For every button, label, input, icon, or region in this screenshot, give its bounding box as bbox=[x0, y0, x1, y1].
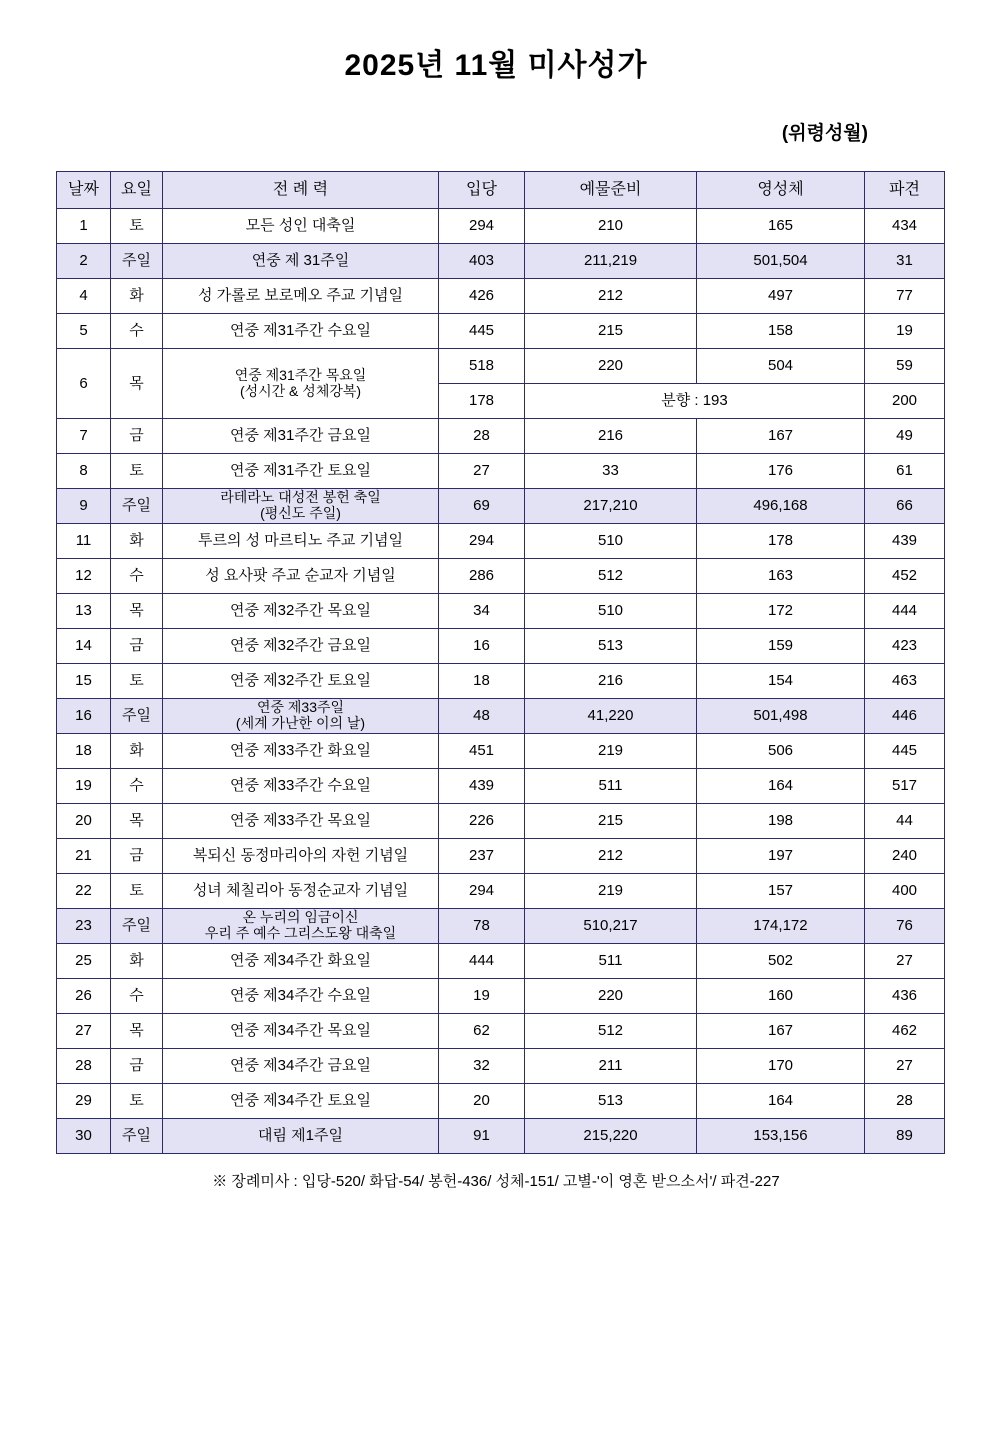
cell-date: 22 bbox=[57, 874, 111, 909]
cell-entrance: 444 bbox=[439, 944, 525, 979]
table-row bbox=[57, 489, 945, 524]
cell-liturgy: 연중 제31주간 금요일 bbox=[163, 419, 439, 454]
cell-communion: 167 bbox=[697, 1014, 865, 1049]
cell-weekday: 금 bbox=[111, 419, 163, 454]
cell-offertory: 212 bbox=[525, 839, 697, 874]
cell-liturgy: 연중 제33주간 목요일 bbox=[163, 804, 439, 839]
cell-communion: 506 bbox=[697, 734, 865, 769]
cell-dismissal: 76 bbox=[865, 909, 945, 944]
table-row bbox=[57, 874, 945, 909]
cell-communion: 497 bbox=[697, 279, 865, 314]
cell-weekday: 화 bbox=[111, 524, 163, 559]
cell-dismissal: 27 bbox=[865, 944, 945, 979]
table-row bbox=[57, 699, 945, 734]
cell-weekday: 금 bbox=[111, 1049, 163, 1084]
column-header-offertory: 예물준비 bbox=[525, 172, 697, 209]
page-subtitle: (위령성월) bbox=[781, 123, 868, 144]
cell-dismissal: 61 bbox=[865, 454, 945, 489]
cell-communion: 159 bbox=[697, 629, 865, 664]
cell-communion: 163 bbox=[697, 559, 865, 594]
cell-date: 20 bbox=[57, 804, 111, 839]
cell-dismissal: 28 bbox=[865, 1084, 945, 1119]
cell-dismissal: 446 bbox=[865, 699, 945, 734]
cell-date: 1 bbox=[57, 209, 111, 244]
cell-dismissal: 462 bbox=[865, 1014, 945, 1049]
mass-hymn-schedule-table bbox=[56, 171, 945, 1154]
cell-offertory: 513 bbox=[525, 629, 697, 664]
cell-liturgy-line2: 우리 주 예수 그리스도왕 대축일 bbox=[204, 925, 397, 941]
cell-date: 21 bbox=[57, 839, 111, 874]
schedule-table-wrapper bbox=[0, 171, 992, 1154]
cell-weekday: 수 bbox=[111, 314, 163, 349]
cell-date: 7 bbox=[57, 419, 111, 454]
cell-dismissal: 44 bbox=[865, 804, 945, 839]
cell-incense-note: 분향 : 193 bbox=[525, 384, 865, 419]
cell-weekday: 목 bbox=[111, 594, 163, 629]
cell-weekday: 금 bbox=[111, 839, 163, 874]
cell-entrance: 78 bbox=[439, 909, 525, 944]
cell-communion: 170 bbox=[697, 1049, 865, 1084]
cell-weekday: 화 bbox=[111, 944, 163, 979]
cell-entrance: 294 bbox=[439, 209, 525, 244]
cell-weekday: 목 bbox=[111, 349, 163, 419]
table-row bbox=[57, 524, 945, 559]
cell-dismissal-second: 200 bbox=[865, 384, 945, 419]
cell-communion: 160 bbox=[697, 979, 865, 1014]
cell-date: 2 bbox=[57, 244, 111, 279]
cell-weekday: 토 bbox=[111, 454, 163, 489]
cell-liturgy-line1: 연중 제33주일 bbox=[256, 699, 345, 716]
cell-entrance: 16 bbox=[439, 629, 525, 664]
cell-weekday: 토 bbox=[111, 1084, 163, 1119]
cell-dismissal: 436 bbox=[865, 979, 945, 1014]
cell-liturgy bbox=[163, 699, 439, 734]
cell-communion: 165 bbox=[697, 209, 865, 244]
cell-liturgy-line1: 연중 제31주간 목요일 bbox=[234, 366, 367, 383]
cell-entrance: 286 bbox=[439, 559, 525, 594]
cell-date: 26 bbox=[57, 979, 111, 1014]
cell-dismissal: 439 bbox=[865, 524, 945, 559]
cell-date: 4 bbox=[57, 279, 111, 314]
cell-liturgy bbox=[163, 909, 439, 944]
cell-liturgy: 연중 제34주간 토요일 bbox=[163, 1084, 439, 1119]
table-row bbox=[57, 559, 945, 594]
cell-liturgy: 성녀 체칠리아 동정순교자 기념일 bbox=[163, 874, 439, 909]
cell-date: 5 bbox=[57, 314, 111, 349]
cell-entrance: 237 bbox=[439, 839, 525, 874]
cell-entrance: 91 bbox=[439, 1119, 525, 1154]
cell-dismissal: 66 bbox=[865, 489, 945, 524]
cell-date: 14 bbox=[57, 629, 111, 664]
cell-communion: 157 bbox=[697, 874, 865, 909]
cell-entrance: 34 bbox=[439, 594, 525, 629]
page-title: 2025년 11월 미사성가 bbox=[344, 49, 648, 82]
cell-date: 8 bbox=[57, 454, 111, 489]
cell-dismissal: 89 bbox=[865, 1119, 945, 1154]
cell-offertory: 512 bbox=[525, 559, 697, 594]
cell-liturgy: 연중 제34주간 화요일 bbox=[163, 944, 439, 979]
cell-date: 6 bbox=[57, 349, 111, 419]
cell-liturgy bbox=[163, 349, 439, 419]
cell-communion: 154 bbox=[697, 664, 865, 699]
cell-entrance: 20 bbox=[439, 1084, 525, 1119]
cell-dismissal: 240 bbox=[865, 839, 945, 874]
cell-weekday: 목 bbox=[111, 1014, 163, 1049]
cell-weekday: 주일 bbox=[111, 699, 163, 734]
table-row bbox=[57, 629, 945, 664]
table-row bbox=[57, 1119, 945, 1154]
cell-date: 16 bbox=[57, 699, 111, 734]
cell-liturgy-line1: 라테라노 대성전 봉헌 축일 bbox=[220, 489, 381, 506]
cell-offertory: 33 bbox=[525, 454, 697, 489]
column-header-weekday: 요일 bbox=[111, 172, 163, 209]
cell-offertory: 215 bbox=[525, 314, 697, 349]
cell-dismissal: 31 bbox=[865, 244, 945, 279]
cell-offertory: 216 bbox=[525, 419, 697, 454]
cell-offertory: 216 bbox=[525, 664, 697, 699]
cell-liturgy: 연중 제32주간 목요일 bbox=[163, 594, 439, 629]
cell-liturgy: 성 요사팟 주교 순교자 기념일 bbox=[163, 559, 439, 594]
cell-offertory: 212 bbox=[525, 279, 697, 314]
cell-date: 13 bbox=[57, 594, 111, 629]
cell-liturgy-line2: (세계 가난한 이의 날) bbox=[235, 715, 366, 731]
cell-offertory: 219 bbox=[525, 874, 697, 909]
column-header-liturgy: 전 례 력 bbox=[163, 172, 439, 209]
column-header-date: 날짜 bbox=[57, 172, 111, 209]
cell-liturgy: 연중 제 31주일 bbox=[163, 244, 439, 279]
cell-dismissal: 517 bbox=[865, 769, 945, 804]
cell-dismissal: 463 bbox=[865, 664, 945, 699]
table-row bbox=[57, 1014, 945, 1049]
cell-liturgy: 연중 제34주간 수요일 bbox=[163, 979, 439, 1014]
cell-entrance: 48 bbox=[439, 699, 525, 734]
cell-date: 11 bbox=[57, 524, 111, 559]
cell-entrance: 439 bbox=[439, 769, 525, 804]
cell-communion: 504 bbox=[697, 349, 865, 384]
cell-entrance: 451 bbox=[439, 734, 525, 769]
table-row bbox=[57, 454, 945, 489]
cell-liturgy: 연중 제31주간 수요일 bbox=[163, 314, 439, 349]
cell-liturgy: 모든 성인 대축일 bbox=[163, 209, 439, 244]
cell-weekday: 토 bbox=[111, 664, 163, 699]
table-row bbox=[57, 769, 945, 804]
cell-communion: 164 bbox=[697, 1084, 865, 1119]
cell-communion: 501,498 bbox=[697, 699, 865, 734]
table-row bbox=[57, 664, 945, 699]
cell-entrance: 426 bbox=[439, 279, 525, 314]
footnote-funeral-mass: ※ 장례미사 : 입당-520/ 화답-54/ 봉헌-436/ 성체-151/ 고별-'이 영혼 받으소서'/ 파견-227 bbox=[212, 1173, 780, 1190]
cell-communion: 178 bbox=[697, 524, 865, 559]
cell-date: 9 bbox=[57, 489, 111, 524]
cell-offertory: 215 bbox=[525, 804, 697, 839]
cell-offertory: 211,219 bbox=[525, 244, 697, 279]
cell-communion: 174,172 bbox=[697, 909, 865, 944]
cell-communion: 198 bbox=[697, 804, 865, 839]
cell-weekday: 주일 bbox=[111, 1119, 163, 1154]
cell-dismissal: 19 bbox=[865, 314, 945, 349]
cell-weekday: 주일 bbox=[111, 244, 163, 279]
cell-offertory: 219 bbox=[525, 734, 697, 769]
cell-entrance: 69 bbox=[439, 489, 525, 524]
cell-entrance: 19 bbox=[439, 979, 525, 1014]
document-page bbox=[0, 40, 992, 1443]
cell-weekday: 화 bbox=[111, 279, 163, 314]
cell-offertory: 511 bbox=[525, 769, 697, 804]
cell-offertory: 510 bbox=[525, 524, 697, 559]
cell-weekday: 주일 bbox=[111, 909, 163, 944]
cell-date: 18 bbox=[57, 734, 111, 769]
cell-weekday: 화 bbox=[111, 734, 163, 769]
cell-communion: 176 bbox=[697, 454, 865, 489]
cell-offertory: 211 bbox=[525, 1049, 697, 1084]
cell-dismissal: 445 bbox=[865, 734, 945, 769]
cell-date: 30 bbox=[57, 1119, 111, 1154]
cell-communion: 496,168 bbox=[697, 489, 865, 524]
cell-communion: 153,156 bbox=[697, 1119, 865, 1154]
cell-date: 28 bbox=[57, 1049, 111, 1084]
cell-date: 27 bbox=[57, 1014, 111, 1049]
cell-weekday: 수 bbox=[111, 559, 163, 594]
table-row bbox=[57, 419, 945, 454]
cell-communion: 167 bbox=[697, 419, 865, 454]
table-row bbox=[57, 1084, 945, 1119]
cell-communion: 501,504 bbox=[697, 244, 865, 279]
table-row bbox=[57, 804, 945, 839]
cell-entrance-second: 178 bbox=[439, 384, 525, 419]
cell-liturgy-line2: (성시간 & 성체강복) bbox=[239, 382, 362, 399]
cell-dismissal: 59 bbox=[865, 349, 945, 384]
cell-dismissal: 27 bbox=[865, 1049, 945, 1084]
cell-liturgy: 복되신 동정마리아의 자헌 기념일 bbox=[163, 839, 439, 874]
cell-dismissal: 400 bbox=[865, 874, 945, 909]
cell-offertory: 217,210 bbox=[525, 489, 697, 524]
cell-entrance: 27 bbox=[439, 454, 525, 489]
cell-date: 12 bbox=[57, 559, 111, 594]
cell-dismissal: 434 bbox=[865, 209, 945, 244]
cell-entrance: 518 bbox=[439, 349, 525, 384]
cell-liturgy-line2: (평신도 주일) bbox=[260, 505, 341, 521]
table-row bbox=[57, 1049, 945, 1084]
cell-liturgy: 연중 제34주간 금요일 bbox=[163, 1049, 439, 1084]
cell-dismissal: 423 bbox=[865, 629, 945, 664]
cell-liturgy: 연중 제33주간 화요일 bbox=[163, 734, 439, 769]
cell-entrance: 32 bbox=[439, 1049, 525, 1084]
cell-date: 29 bbox=[57, 1084, 111, 1119]
cell-dismissal: 49 bbox=[865, 419, 945, 454]
cell-weekday: 수 bbox=[111, 979, 163, 1014]
cell-offertory: 215,220 bbox=[525, 1119, 697, 1154]
cell-weekday: 목 bbox=[111, 804, 163, 839]
cell-entrance: 28 bbox=[439, 419, 525, 454]
cell-communion: 164 bbox=[697, 769, 865, 804]
cell-weekday: 토 bbox=[111, 874, 163, 909]
cell-dismissal: 452 bbox=[865, 559, 945, 594]
cell-date: 15 bbox=[57, 664, 111, 699]
cell-offertory: 220 bbox=[525, 979, 697, 1014]
cell-liturgy: 연중 제33주간 수요일 bbox=[163, 769, 439, 804]
table-row bbox=[57, 314, 945, 349]
cell-date: 25 bbox=[57, 944, 111, 979]
table-row bbox=[57, 979, 945, 1014]
cell-liturgy-line1: 온 누리의 임금이신 bbox=[242, 909, 359, 926]
cell-communion: 502 bbox=[697, 944, 865, 979]
cell-weekday: 금 bbox=[111, 629, 163, 664]
column-header-dismissal: 파견 bbox=[865, 172, 945, 209]
table-row bbox=[57, 244, 945, 279]
cell-liturgy: 성 가롤로 보로메오 주교 기념일 bbox=[163, 279, 439, 314]
table-row bbox=[57, 734, 945, 769]
cell-dismissal: 77 bbox=[865, 279, 945, 314]
cell-liturgy: 연중 제31주간 토요일 bbox=[163, 454, 439, 489]
cell-weekday: 토 bbox=[111, 209, 163, 244]
table-row bbox=[57, 909, 945, 944]
cell-dismissal: 444 bbox=[865, 594, 945, 629]
cell-communion: 197 bbox=[697, 839, 865, 874]
cell-communion: 172 bbox=[697, 594, 865, 629]
cell-offertory: 210 bbox=[525, 209, 697, 244]
table-header-row bbox=[57, 172, 945, 209]
cell-offertory: 510 bbox=[525, 594, 697, 629]
cell-date: 23 bbox=[57, 909, 111, 944]
table-row bbox=[57, 594, 945, 629]
cell-offertory: 41,220 bbox=[525, 699, 697, 734]
cell-offertory: 512 bbox=[525, 1014, 697, 1049]
cell-liturgy bbox=[163, 489, 439, 524]
column-header-entrance: 입당 bbox=[439, 172, 525, 209]
cell-entrance: 62 bbox=[439, 1014, 525, 1049]
cell-offertory: 513 bbox=[525, 1084, 697, 1119]
schedule-table-body bbox=[57, 209, 945, 1154]
cell-entrance: 226 bbox=[439, 804, 525, 839]
table-row bbox=[57, 209, 945, 244]
cell-offertory: 510,217 bbox=[525, 909, 697, 944]
cell-liturgy: 연중 제32주간 토요일 bbox=[163, 664, 439, 699]
column-header-communion: 영성체 bbox=[697, 172, 865, 209]
cell-weekday: 수 bbox=[111, 769, 163, 804]
cell-entrance: 294 bbox=[439, 874, 525, 909]
cell-weekday: 주일 bbox=[111, 489, 163, 524]
cell-offertory: 220 bbox=[525, 349, 697, 384]
cell-date: 19 bbox=[57, 769, 111, 804]
cell-liturgy: 연중 제34주간 목요일 bbox=[163, 1014, 439, 1049]
cell-liturgy: 연중 제32주간 금요일 bbox=[163, 629, 439, 664]
cell-liturgy: 투르의 성 마르티노 주교 기념일 bbox=[163, 524, 439, 559]
cell-entrance: 18 bbox=[439, 664, 525, 699]
table-row bbox=[57, 944, 945, 979]
table-row bbox=[57, 279, 945, 314]
cell-offertory: 511 bbox=[525, 944, 697, 979]
table-row bbox=[57, 349, 945, 384]
table-row bbox=[57, 839, 945, 874]
cell-entrance: 445 bbox=[439, 314, 525, 349]
cell-entrance: 403 bbox=[439, 244, 525, 279]
cell-entrance: 294 bbox=[439, 524, 525, 559]
cell-communion: 158 bbox=[697, 314, 865, 349]
cell-liturgy: 대림 제1주일 bbox=[163, 1119, 439, 1154]
